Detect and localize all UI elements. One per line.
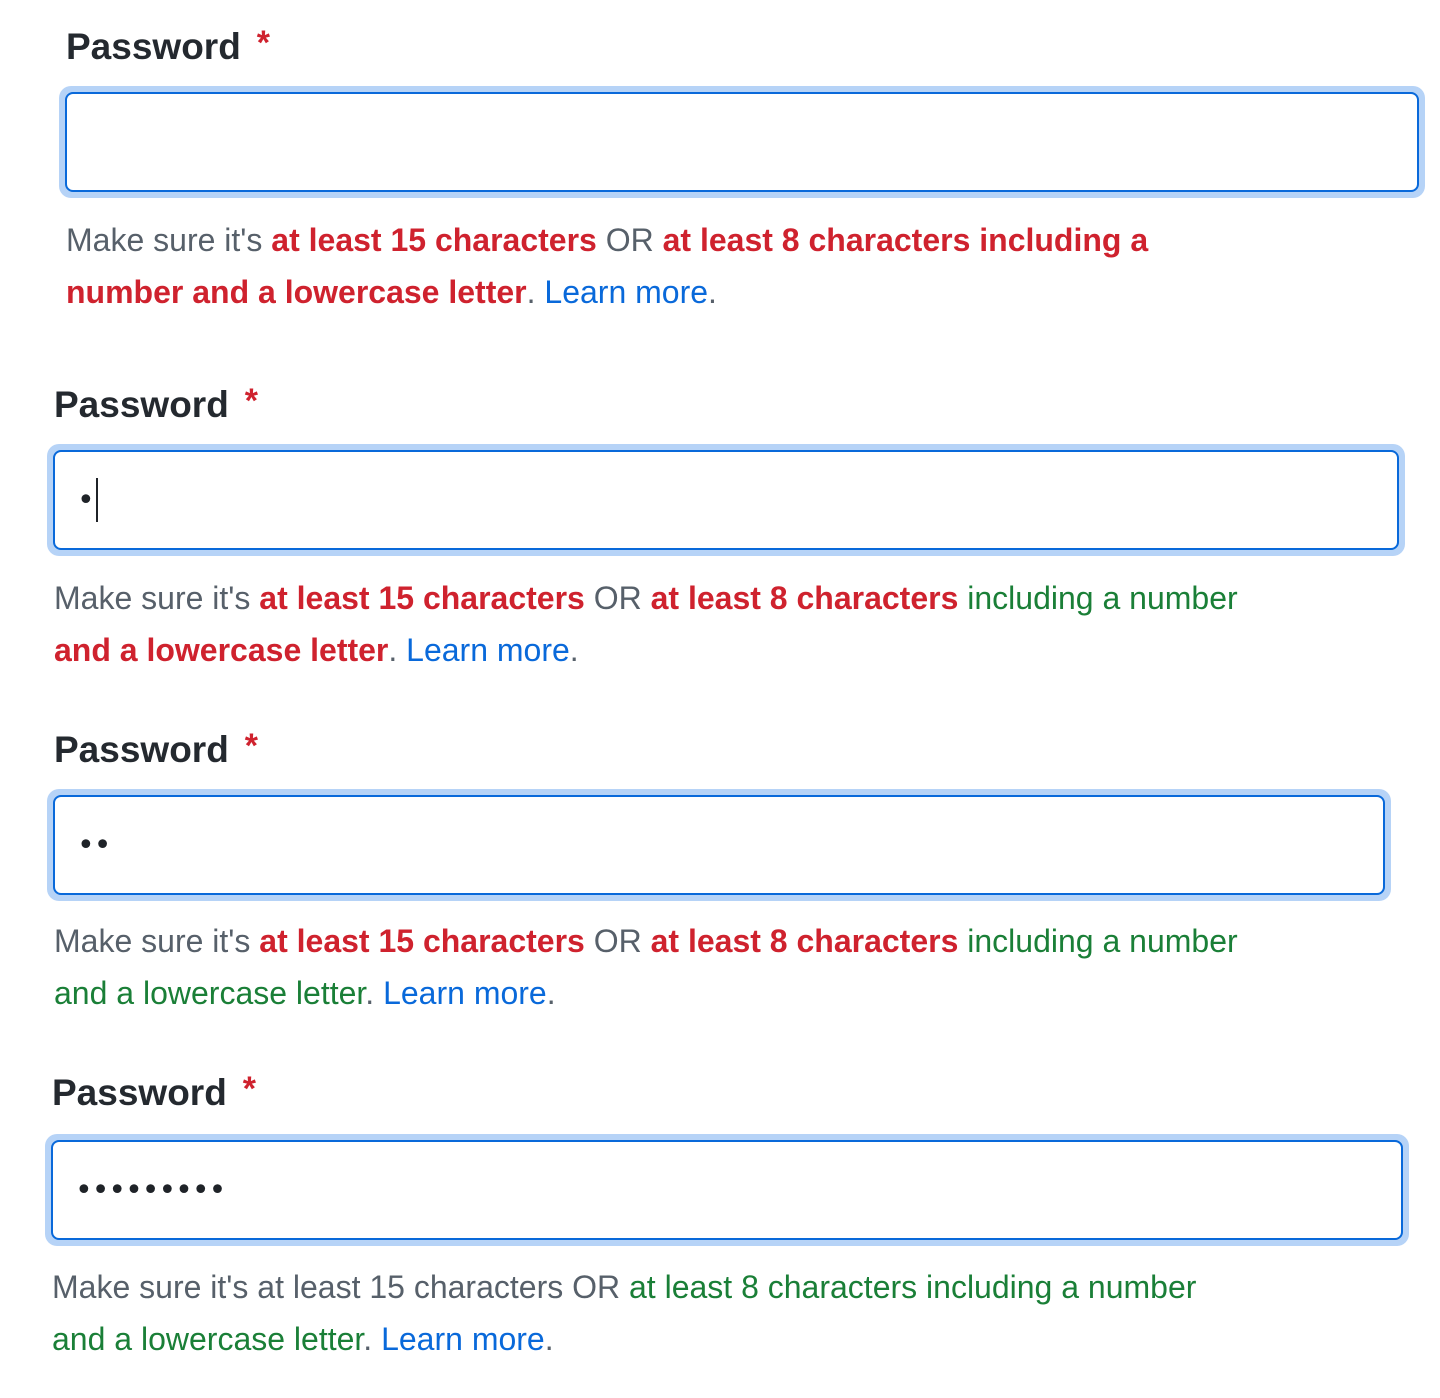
rule-8-chars: at least 8 characters bbox=[662, 222, 971, 258]
learn-more-link[interactable]: Learn more bbox=[406, 632, 570, 668]
rule-8-chars-number: at least 8 characters including a number bbox=[629, 1269, 1197, 1305]
password-label bbox=[54, 725, 258, 775]
password-label bbox=[52, 1068, 256, 1118]
password-hint-2 bbox=[54, 572, 1238, 676]
password-label-text: Password bbox=[54, 384, 229, 425]
rule-15-chars: at least 15 characters bbox=[259, 923, 585, 959]
hint-line-1: Make sure it's at least 15 characters OR at least 8 characters including a number bbox=[52, 1269, 1197, 1305]
password-input-4-focus-ring bbox=[45, 1134, 1409, 1246]
password-label-text: Password bbox=[66, 26, 241, 67]
learn-more-link[interactable]: Learn more bbox=[381, 1321, 545, 1357]
required-asterisk: * bbox=[244, 726, 259, 765]
password-hint-4 bbox=[52, 1261, 1196, 1365]
hint-line-2: and a lowercase letter. Learn more. bbox=[54, 975, 556, 1011]
hint-line-1: Make sure it's at least 15 characters OR at least 8 characters including a number bbox=[54, 923, 1238, 959]
password-label-text: Password bbox=[54, 729, 229, 770]
password-field-4 bbox=[52, 1068, 256, 1118]
rule-number: including a number bbox=[958, 580, 1238, 616]
password-input-1[interactable] bbox=[65, 92, 1419, 192]
required-asterisk: * bbox=[244, 381, 259, 420]
rule-lowercase: and a lowercase letter bbox=[52, 1321, 364, 1357]
learn-more-link[interactable]: Learn more bbox=[383, 975, 547, 1011]
hint-line-2: number and a lowercase letter. Learn more. bbox=[66, 274, 717, 310]
password-field-3 bbox=[54, 725, 258, 775]
hint-line-2: and a lowercase letter. Learn more. bbox=[52, 1321, 554, 1357]
required-asterisk: * bbox=[242, 1069, 257, 1108]
password-hint-1 bbox=[66, 214, 1148, 318]
hint-line-1: Make sure it's at least 15 characters OR at least 8 characters including a number bbox=[54, 580, 1238, 616]
password-input-value: ••••••••• bbox=[75, 1172, 226, 1208]
learn-more-link[interactable]: Learn more bbox=[544, 274, 709, 310]
password-label bbox=[54, 380, 258, 430]
rule-15-chars: at least 15 characters bbox=[271, 222, 597, 258]
password-input-4[interactable] bbox=[51, 1140, 1403, 1240]
hint-line-2: and a lowercase letter. Learn more. bbox=[54, 632, 579, 668]
password-input-value: •• bbox=[77, 827, 111, 863]
rule-number-lowercase-part2: number and a lowercase letter bbox=[66, 274, 527, 310]
password-field-2 bbox=[54, 380, 258, 430]
rule-lowercase: and a lowercase letter bbox=[54, 975, 366, 1011]
password-input-value: • bbox=[77, 482, 94, 518]
rule-number: including a number bbox=[958, 923, 1238, 959]
rule-number-lowercase-part1: including a bbox=[970, 222, 1149, 258]
password-label-text: Password bbox=[52, 1072, 227, 1113]
hint-line-1: Make sure it's at least 15 characters OR at least 8 characters including a bbox=[66, 222, 1149, 258]
password-input-2-focus-ring bbox=[47, 444, 1405, 556]
password-input-3[interactable] bbox=[53, 795, 1385, 895]
rule-15-chars: at least 15 characters bbox=[259, 580, 585, 616]
password-field-1 bbox=[66, 22, 270, 72]
rule-lowercase: and a lowercase letter bbox=[54, 632, 389, 668]
password-input-2[interactable] bbox=[53, 450, 1399, 550]
rule-8-chars: at least 8 characters bbox=[650, 923, 959, 959]
rule-8-chars: at least 8 characters bbox=[650, 580, 959, 616]
required-asterisk: * bbox=[256, 23, 271, 62]
text-caret bbox=[96, 478, 98, 522]
password-input-1-focus-ring bbox=[59, 86, 1425, 198]
password-hint-3 bbox=[54, 915, 1238, 1019]
password-input-3-focus-ring bbox=[47, 789, 1391, 901]
password-label bbox=[66, 22, 270, 72]
